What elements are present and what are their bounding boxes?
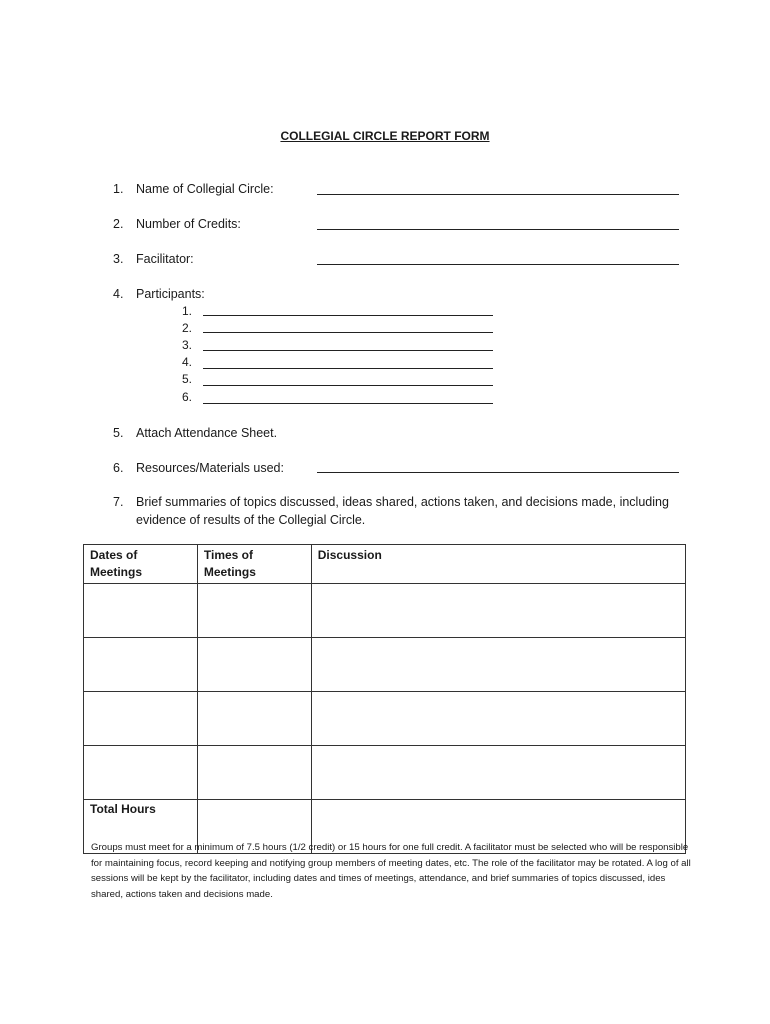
participant-field[interactable] [203, 403, 493, 404]
participant-field[interactable] [203, 350, 493, 351]
table-row [84, 584, 686, 638]
item-label: Resources/Materials used: [136, 461, 284, 475]
time-cell[interactable] [197, 692, 311, 746]
time-cell[interactable] [197, 746, 311, 800]
item-label: Facilitator: [136, 252, 194, 266]
meetings-table [83, 544, 686, 854]
item-label: Attach Attendance Sheet. [136, 426, 278, 440]
resources-field[interactable] [317, 472, 679, 473]
facilitator-field[interactable] [317, 264, 679, 265]
discussion-cell[interactable] [311, 584, 685, 638]
date-cell[interactable] [84, 692, 198, 746]
form-title: COLLEGIAL CIRCLE REPORT FORM [280, 129, 490, 143]
participant-field[interactable] [203, 315, 493, 316]
item-number: 4. [113, 287, 124, 301]
item-label: Participants: [136, 287, 205, 301]
item-number: 7. [113, 495, 124, 509]
discussion-cell[interactable] [311, 746, 685, 800]
item-number: 2. [113, 217, 124, 231]
participant-number: 6. [181, 390, 192, 404]
date-cell[interactable] [84, 584, 198, 638]
date-cell[interactable] [84, 746, 198, 800]
item-summaries-label: Brief summaries of topics discussed, ideas shared, actions taken, and decisions made, including evidence of results of the Collegial Circle. [136, 495, 669, 527]
header-times: Times of Meetings [197, 545, 311, 584]
item-label: Name of Collegial Circle: [136, 182, 274, 196]
item-number: 3. [113, 252, 124, 266]
participant-field[interactable] [203, 332, 493, 333]
participant-number: 5. [181, 372, 192, 386]
table-row [84, 638, 686, 692]
item-number: 1. [113, 182, 124, 196]
participant-number: 2. [181, 321, 192, 335]
participant-field[interactable] [203, 368, 493, 369]
discussion-cell[interactable] [311, 692, 685, 746]
discussion-cell[interactable] [311, 638, 685, 692]
footnote: Groups must meet for a minimum of 7.5 hours (1/2 credit) or 15 hours for one full credit. A facilitator must be selected who will be responsible for maintaining focus, record keeping and notifying group members of meeting dates, etc. The role of the facilitator may be rotated. A log of all sessions will be kept by the facilitator, including dates and times of meetings, attendance, and brief summaries of topics discussed, ides shared, actions taken and decisions made. [91, 842, 691, 900]
header-discussion: Discussion [311, 545, 685, 584]
item-number: 6. [113, 461, 124, 475]
number-of-credits-field[interactable] [317, 229, 679, 230]
participant-number: 3. [181, 338, 192, 352]
item-number: 5. [113, 426, 124, 440]
participant-number: 1. [181, 304, 192, 318]
table-row [84, 692, 686, 746]
item-label: Number of Credits: [136, 217, 241, 231]
total-hours-label: Total Hours [84, 800, 198, 854]
collegial-circle-name-field[interactable] [317, 194, 679, 195]
participant-number: 4. [181, 355, 192, 369]
header-dates: Dates of Meetings [84, 545, 198, 584]
time-cell[interactable] [197, 584, 311, 638]
participant-field[interactable] [203, 385, 493, 386]
table-row [84, 746, 686, 800]
time-cell[interactable] [197, 638, 311, 692]
table-header-row [84, 545, 686, 584]
date-cell[interactable] [84, 638, 198, 692]
